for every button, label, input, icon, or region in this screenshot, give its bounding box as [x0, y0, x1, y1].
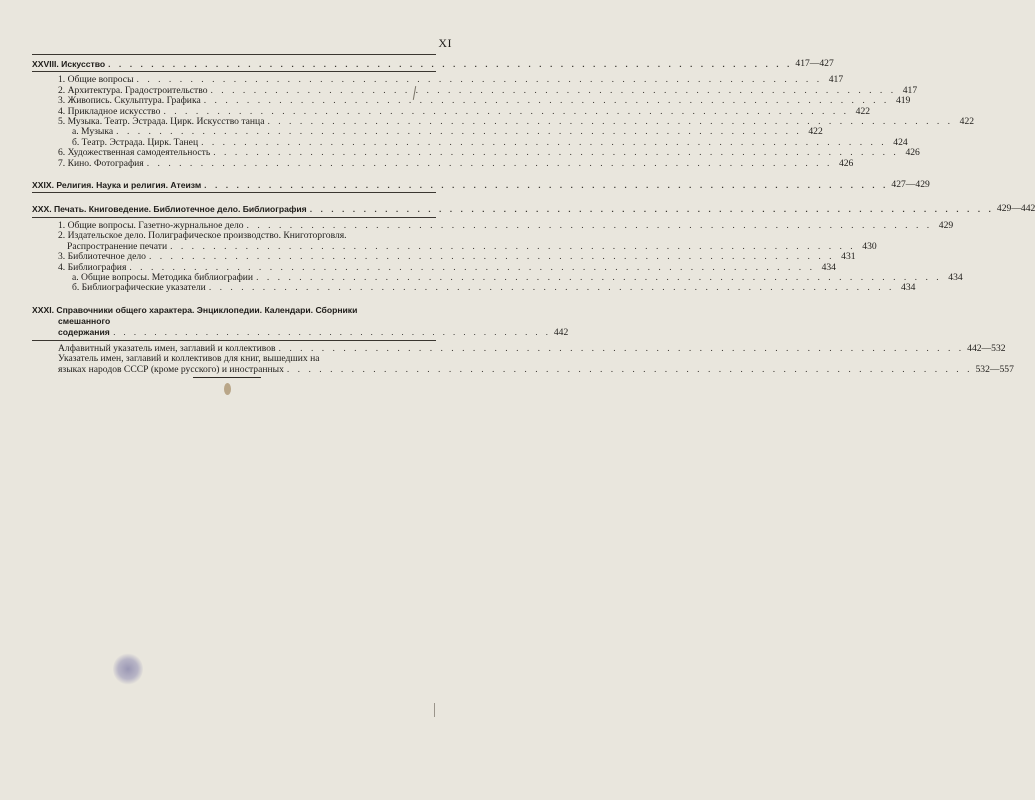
section-pages: 417—427	[795, 58, 834, 69]
section-rule	[32, 340, 436, 341]
top-rule	[32, 54, 436, 55]
section-title: Искусство	[61, 59, 106, 69]
toc-subitem: а. Музыка . . . 422	[32, 127, 436, 137]
section-xxxi	[32, 304, 1014, 375]
toc-item: 2. Архитектура. Градостроительство . . . 417	[32, 86, 436, 96]
toc-subitem: а. Общие вопросы. Методика библиографии . . . 434	[32, 273, 436, 283]
section-title: Религия. Наука и религия. Атеизм	[56, 180, 202, 191]
toc-item: 2. Издательское дело. Полиграфическое производство. Книготорговля.	[58, 230, 347, 242]
index-entry: Алфавитный указатель имен, заглавий и коллективов . . . 442—532	[32, 344, 436, 354]
table-of-contents	[32, 58, 1035, 386]
section-xxviii	[32, 58, 975, 169]
section-title-continuation: смешанного содержания	[58, 315, 111, 337]
toc-item: 4. Прикладное искусство . . . 422	[32, 107, 436, 117]
toc-subitem: б. Театр. Эстрада. Цирк. Танец . . . 424	[32, 138, 436, 148]
section-rule	[32, 192, 436, 193]
toc-item: 3. Живопись. Скульптура. Графика . . . 419	[32, 96, 436, 106]
toc-item-continuation: Распространение печати . . . 430	[32, 242, 436, 252]
toc-item: 3. Библиотечное дело . . . 431	[32, 252, 436, 262]
section-number: XXVIII.	[32, 59, 59, 69]
index-entry-continuation: языках народов СССР (кроме русского) и иностранных . . . 532—557	[32, 365, 436, 375]
leader-dots	[204, 180, 888, 190]
toc-item: 7. Кино. Фотография . . . 426	[32, 159, 436, 169]
section-xxx	[32, 203, 1035, 294]
section-pages: 429—442	[996, 203, 1035, 215]
section-rule	[32, 71, 436, 72]
leader-dots	[310, 204, 994, 214]
toc-item: 1. Общие вопросы. Газетно-журнальное дело . . . 429	[32, 221, 436, 231]
section-heading	[32, 58, 834, 69]
pencil-mark	[434, 703, 435, 717]
section-heading	[32, 203, 1035, 215]
section-pages: 442	[553, 326, 569, 338]
toc-subitem: б. Библиографические указатели . . . 434	[32, 283, 436, 293]
toc-item: 4. Библиография . . . 434	[32, 263, 436, 273]
index-entry: Указатель имен, заглавий и коллективов для книг, вышедших на	[58, 353, 320, 365]
section-number: XXIX.	[32, 180, 54, 191]
section-title: Справочники общего характера. Энциклопедии. Календари. Сборники	[56, 304, 358, 315]
leader-dots	[108, 59, 792, 69]
end-rule	[193, 377, 261, 378]
section-pages: 427—429	[891, 179, 930, 191]
ink-stain	[113, 653, 143, 685]
leader-dots: . . . . . . . . . . . . . . . . . . . . . . . . . . . . . . . . . . . . . . . . . . .	[113, 326, 551, 337]
section-number: XXXI.	[32, 304, 54, 315]
section-number: XXX.	[32, 204, 52, 215]
section-heading	[32, 179, 930, 191]
section-rule	[32, 217, 436, 218]
section-title: Печать. Книговедение. Библиотечное дело. Библиография	[53, 204, 307, 215]
page-number: XI	[438, 36, 452, 50]
section-heading	[32, 304, 569, 338]
ink-spot	[224, 383, 231, 395]
toc-item: 1. Общие вопросы . . . 417	[32, 75, 436, 85]
section-xxix	[32, 179, 930, 193]
toc-item: 5. Музыка. Театр. Эстрада. Цирк. Искусство танца . . . 422	[32, 117, 436, 127]
toc-item: 6. Художественная самодеятельность . . . 426	[32, 148, 436, 158]
